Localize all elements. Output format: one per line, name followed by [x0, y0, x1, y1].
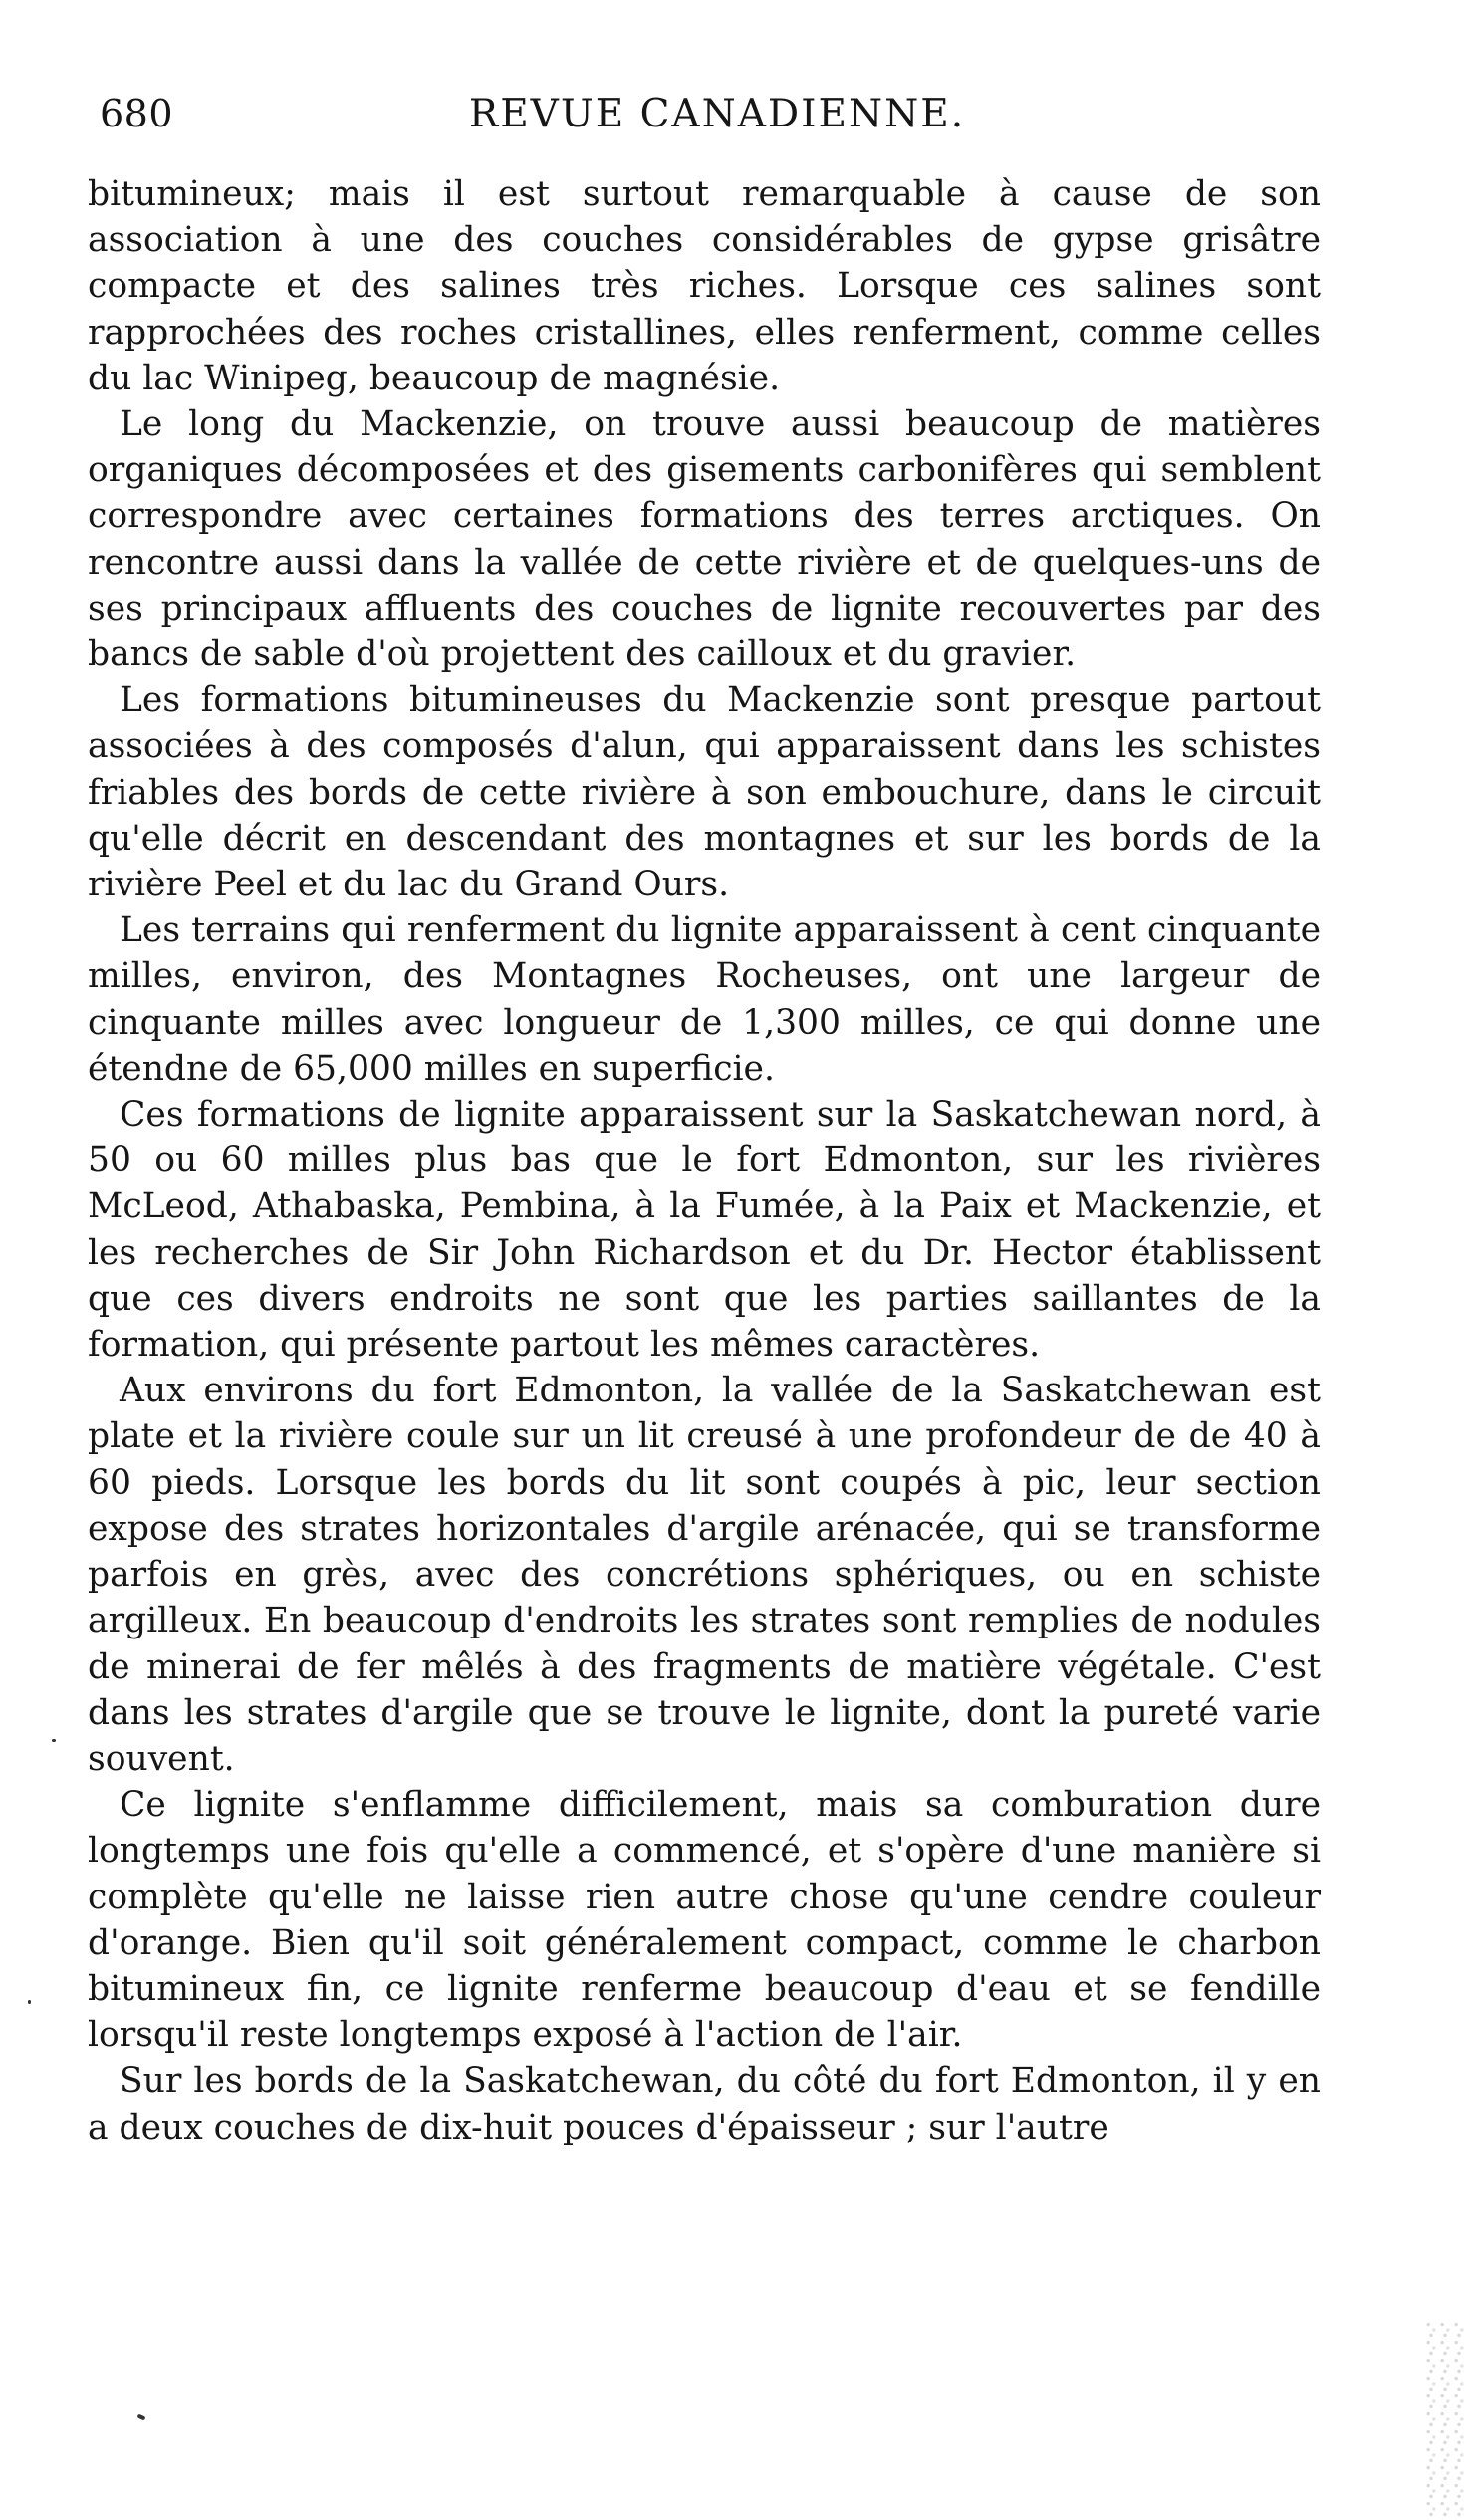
body-text [88, 171, 1321, 2150]
page-header [100, 92, 1335, 151]
paragraph: Aux environs du fort Edmonton, la vallée de la Saskatchewan est plate et la rivière coule sur un lit creusé à une profondeur de de 40 à 60 pieds. Lorsque les bords du lit sont coupés à pic, leur section expose des strates horizontales d'argile arénacée, qui se transforme parfois en grès, avec des concrétions sphériques, ou en schiste argilleux. En beaucoup d'endroits les strates sont remplies de nodules de minerai de fer mêlés à des fragments de matière végétale. C'est dans les strates d'argile que se trouve le lignite, dont la pureté varie souvent. [88, 1371, 1321, 1779]
paragraph: Ce lignite s'enflamme difficilement, mais sa comburation dure longtemps une fois qu'elle a commencé, et s'opère d'une manière si complète qu'elle ne laisse rien autre chose qu'une cendre couleur d'orange. Bien qu'il soit généralement compact, comme le charbon bitumineux fin, ce lignite renferme beaucoup d'eau et se fendille lorsqu'il reste longtemps exposé à l'action de l'air. [88, 1785, 1321, 2056]
paragraph-continued: bitumineux; mais il est surtout remarquable à cause de son association à une des couches considérables de gypse grisâtre compacte et des salines très riches. Lorsque ces salines sont rapprochées des roches cristallines, elles renferment, comme celles du lac Winipeg, beaucoup de magnésie. [88, 174, 1321, 398]
page-number: 680 [100, 92, 174, 135]
paragraph: Les terrains qui renferment du lignite apparaissent à cent cinquante milles, environ, des Montagnes Rocheuses, ont une largeur de cinquante milles avec longueur de 1,300 milles, ce qui donne une étendne de 65,000 milles en superficie. [88, 910, 1321, 1089]
paragraph: Le long du Mackenzie, on trouve aussi beaucoup de matières organiques décomposées et des gisements carbonifères qui semblent correspondre avec certaines formations des terres arctiques. On rencontre aussi dans la vallée de cette rivière et de quelques-uns de ses principaux affluents des couches de lignite recouvertes par des bancs de sable d'où projettent des cailloux et du gravier. [88, 404, 1321, 675]
margin-speck-mark [52, 1739, 56, 1742]
margin-speck-mark [137, 2413, 146, 2420]
margin-speck-mark [28, 2000, 31, 2004]
running-title: REVUE CANADIENNE. [468, 92, 966, 136]
paragraph: Les formations bitumineuses du Mackenzie sont presque partout associées à des composés d'alun, qui apparaissent dans les schistes friables des bords de cette rivière à son embouchure, dans le circuit qu'elle décrit en descendant des montagnes et sur les bords de la rivière Peel et du lac du Grand Ours. [88, 680, 1321, 905]
paragraph: Sur les bords de la Saskatchewan, du côté du fort Edmonton, il y en a deux couches de dix-huit pouces d'épaisseur ; sur l'autre [88, 2061, 1321, 2147]
page-edge-noise [1424, 2321, 1464, 2520]
paragraph: Ces formations de lignite apparaissent sur la Saskatchewan nord, à 50 ou 60 milles plus bas que le fort Edmonton, sur les rivières McLeod, Athabaska, Pembina, à la Fumée, à la Paix et Mackenzie, et les recherches de Sir John Richardson et du Dr. Hector établissent que ces divers endroits ne sont que les parties saillantes de la formation, qui présente partout les mêmes caractères. [88, 1095, 1321, 1366]
